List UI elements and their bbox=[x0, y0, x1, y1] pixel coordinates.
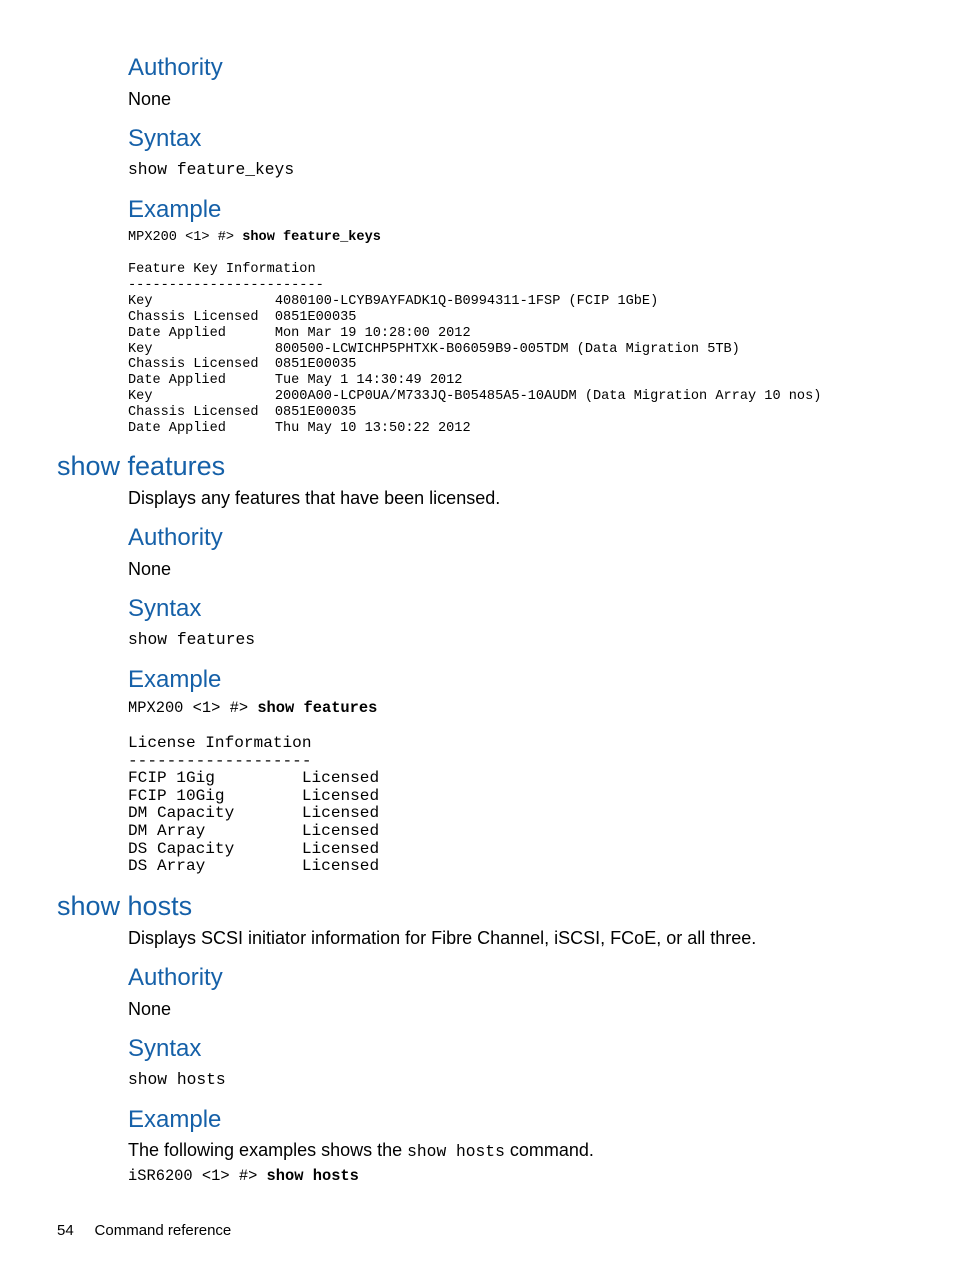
example-intro-before: The following examples shows the bbox=[128, 1140, 408, 1160]
syntax-heading: Syntax bbox=[128, 125, 202, 152]
example-output: License Information ------------------- FCIP 1Gig Licensed FCIP 10Gig Licensed DM Capacity Licensed DM Array Licensed DS Capacity Licensed DS Array Licensed bbox=[128, 734, 380, 876]
example-intro-after: command. bbox=[504, 1140, 594, 1160]
section-title-show-features: show features bbox=[57, 451, 226, 481]
example-intro bbox=[128, 1141, 594, 1160]
example-command-line bbox=[128, 701, 377, 716]
authority-text: None bbox=[128, 89, 172, 109]
example-intro-code: show hosts bbox=[407, 1142, 505, 1161]
authority-heading: Authority bbox=[128, 524, 223, 551]
example-output: Feature Key Information ------------------------ Key 4080100-LCYB9AYFADK1Q-B0994311-1FSP (FCIP 1GbE) Chassis Licensed 0851E00035 Date Applied Mon Mar 19 10:28:00 2012 Key 800500-LCWICHP5PHTXK-B06059B9-005TDM (Data Migration 5TB) Chassis Licensed 0851E00035 Date Applied Tue May 1 14:30:49 2012 Key 2000A00-LCP0UA/M733JQ-B05485A5-10AUDM (Data Migration Array 10 nos) Chassis Licensed 0851E00035 Date Applied Thu May 10 13:50:22 2012 bbox=[128, 262, 822, 437]
syntax-code: show features bbox=[128, 630, 256, 649]
section-title-show-hosts: show hosts bbox=[57, 891, 193, 921]
section-description: Displays SCSI initiator information for Fibre Channel, iSCSI, FCoE, or all three. bbox=[128, 928, 757, 948]
example-command: show hosts bbox=[266, 1167, 359, 1185]
example-command-line bbox=[128, 1169, 359, 1184]
example-heading: Example bbox=[128, 666, 222, 693]
example-command: show features bbox=[257, 699, 378, 717]
authority-heading: Authority bbox=[128, 964, 223, 991]
section-description: Displays any features that have been licensed. bbox=[128, 488, 501, 508]
example-prompt: MPX200 <1> #> bbox=[128, 230, 243, 245]
example-heading: Example bbox=[128, 1106, 222, 1133]
syntax-heading: Syntax bbox=[128, 1035, 202, 1062]
example-command: show feature_keys bbox=[242, 230, 381, 245]
example-command-line bbox=[128, 231, 381, 245]
example-prompt: MPX200 <1> #> bbox=[128, 699, 258, 717]
authority-text: None bbox=[128, 559, 172, 579]
footer-section-name: Command reference bbox=[94, 1222, 232, 1239]
authority-text: None bbox=[128, 999, 172, 1019]
example-prompt: iSR6200 <1> #> bbox=[128, 1167, 267, 1185]
authority-heading: Authority bbox=[128, 54, 223, 81]
syntax-code: show feature_keys bbox=[128, 160, 295, 179]
syntax-heading: Syntax bbox=[128, 595, 202, 622]
example-heading: Example bbox=[128, 196, 222, 223]
page-footer bbox=[57, 1223, 231, 1238]
syntax-code: show hosts bbox=[128, 1070, 226, 1089]
page-number: 54 bbox=[57, 1222, 74, 1239]
